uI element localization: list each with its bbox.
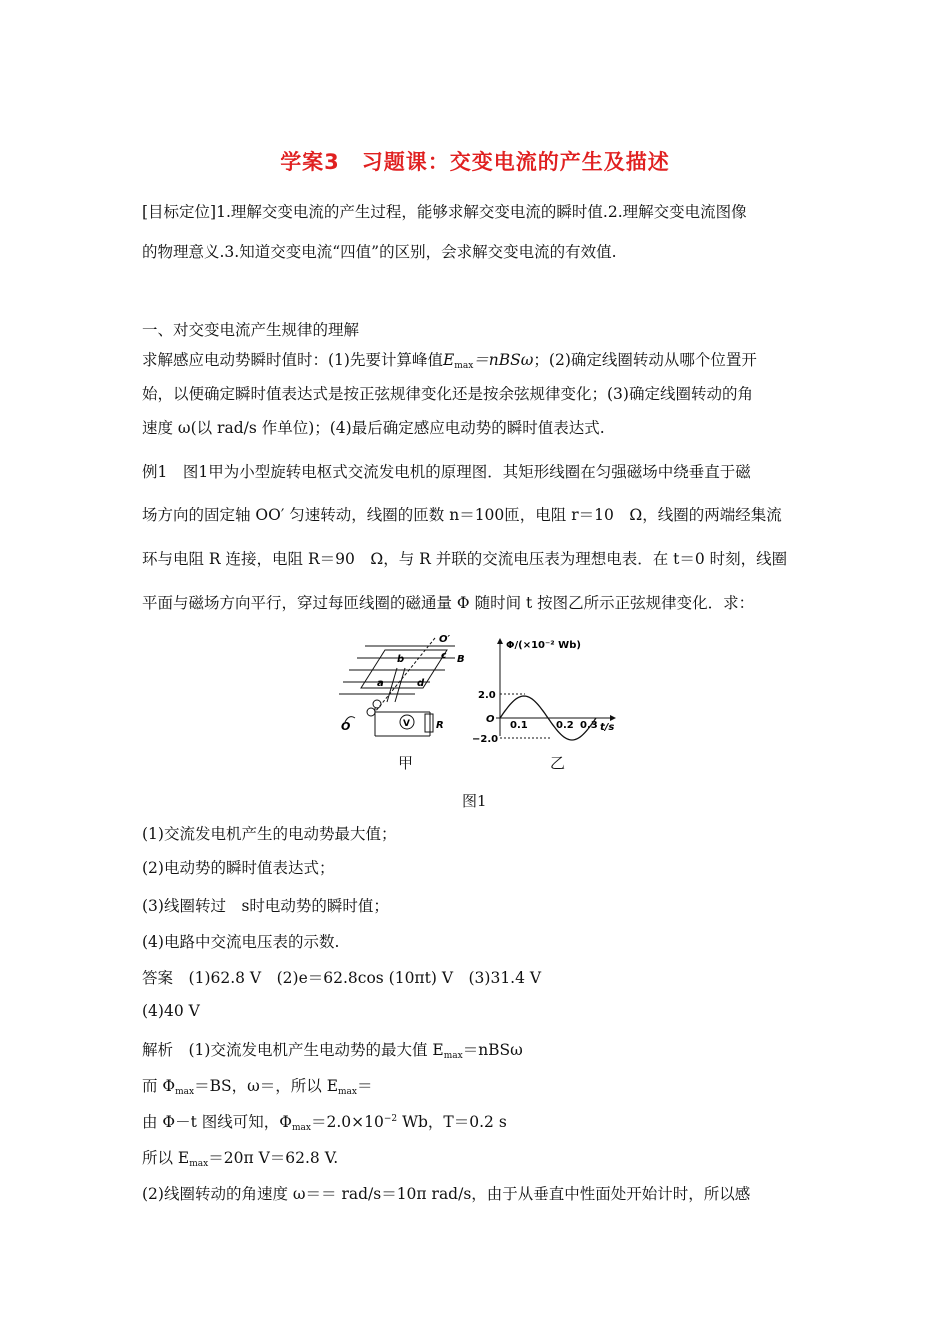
label-jia: 甲 — [398, 754, 414, 772]
objectives-line-2: 的物理意义.3.知道交变电流“四值”的区别，会求解交变电流的有效值. — [142, 243, 617, 261]
question-1: (1)交流发电机产生的电动势最大值； — [142, 825, 397, 843]
y-axis-arrow — [497, 638, 503, 644]
question-2: (2)电动势的瞬时值表达式； — [142, 859, 335, 877]
label-yi: 乙 — [550, 754, 566, 772]
flux-graph — [470, 636, 630, 746]
section-para-line-1: 求解感应电动势瞬时值时：(1)先要计算峰值$E_{max}=nBS\omega$；(2)确定线圈转动从哪个位置开 — [142, 351, 757, 371]
example-line-2: 场方向的固定轴 OO′ 匀速转动，线圈的匝数 n＝100匝，电阻 r＝10 Ω，线圈的两端经集流 — [142, 506, 782, 524]
x-tick-0-2: 0.2 — [556, 720, 574, 731]
y-tick-pos: 2.0 — [478, 690, 496, 701]
section-heading: 一、对交变电流产生规律的理解 — [142, 321, 360, 339]
label-O: O — [341, 720, 351, 733]
label-d: d — [417, 678, 425, 689]
section-para-line-2: 始，以便确定瞬时值表达式是按正弦规律变化还是按余弦规律变化；(3)确定线圈转动的角 — [142, 385, 753, 403]
label-b: b — [397, 654, 405, 665]
question-4: (4)电路中交流电压表的示数. — [142, 933, 340, 951]
analysis-line-5: (2)线圈转动的角速度 ω＝＝ rad/s＝10π rad/s，由于从垂直中性面处开始计时，所以感 — [142, 1185, 751, 1203]
origin-label: O — [486, 714, 495, 725]
answer-line-1: 答案 (1)62.8 V (2)e＝62.8cos (10πt) V (3)31.4 V — [142, 969, 542, 987]
x-tick-0-1: 0.1 — [510, 720, 528, 731]
generator-diagram — [335, 632, 465, 744]
page-title: 学案3 习题课：交变电流的产生及描述 — [280, 150, 670, 174]
section-para-line-3: 速度 ω(以 rad/s 作单位)；(4)最后确定感应电动势的瞬时值表达式. — [142, 419, 605, 437]
answer-line-2: (4)40 V — [142, 1002, 200, 1020]
label-O-prime: O′ — [439, 634, 451, 645]
label-c: c — [441, 651, 447, 661]
answer-label: 答案 — [142, 969, 174, 987]
x-axis-arrow — [610, 715, 616, 721]
question-3: (3)线圈转过 s时电动势的瞬时值； — [142, 897, 389, 915]
label-B: B — [457, 654, 465, 665]
label-V: V — [403, 719, 410, 729]
label-R: R — [436, 720, 444, 731]
y-tick-neg: −2.0 — [472, 734, 499, 745]
analysis-line-1: 解析 (1)交流发电机产生电动势的最大值 $E_{max}=nBS\omega$ — [142, 1041, 523, 1061]
label-a: a — [377, 678, 384, 689]
y-axis-label: Φ/(×10⁻² Wb) — [506, 640, 581, 651]
analysis-line-2: 而 $\Phi_{max}=BS$，ω＝，所以 $E_{max}=$ — [142, 1077, 373, 1097]
objectives-label: [目标定位] — [142, 203, 217, 221]
figure-caption: 图1 — [462, 792, 487, 810]
analysis-line-4: 所以 $E_{max}=20\pi$ V＝62.8 V. — [142, 1149, 339, 1169]
example-line-3: 环与电阻 R 连接，电阻 R＝90 Ω，与 R 并联的交流电压表为理想电表．在 t＝0 时刻，线圈 — [142, 550, 788, 568]
objectives-line-1: [目标定位]1.理解交变电流的产生过程，能够求解交变电流的瞬时值.2.理解交变电流图像 — [142, 203, 747, 221]
x-tick-0-3: 0.3 — [580, 720, 598, 731]
example-line-1: 例1 图1甲为小型旋转电枢式交流发电机的原理图．其矩形线圈在匀强磁场中绕垂直于磁 — [142, 463, 751, 481]
example-line-4: 平面与磁场方向平行，穿过每匝线圈的磁通量 Φ 随时间 t 按图乙所示正弦规律变化．求： — [142, 594, 755, 612]
analysis-line-3: 由 Φ－t 图线可知，$\Phi_{max}=2.0\times 10^{-2}$ Wb，T＝0.2 s — [142, 1113, 507, 1133]
x-axis-label: t/s — [600, 722, 615, 733]
